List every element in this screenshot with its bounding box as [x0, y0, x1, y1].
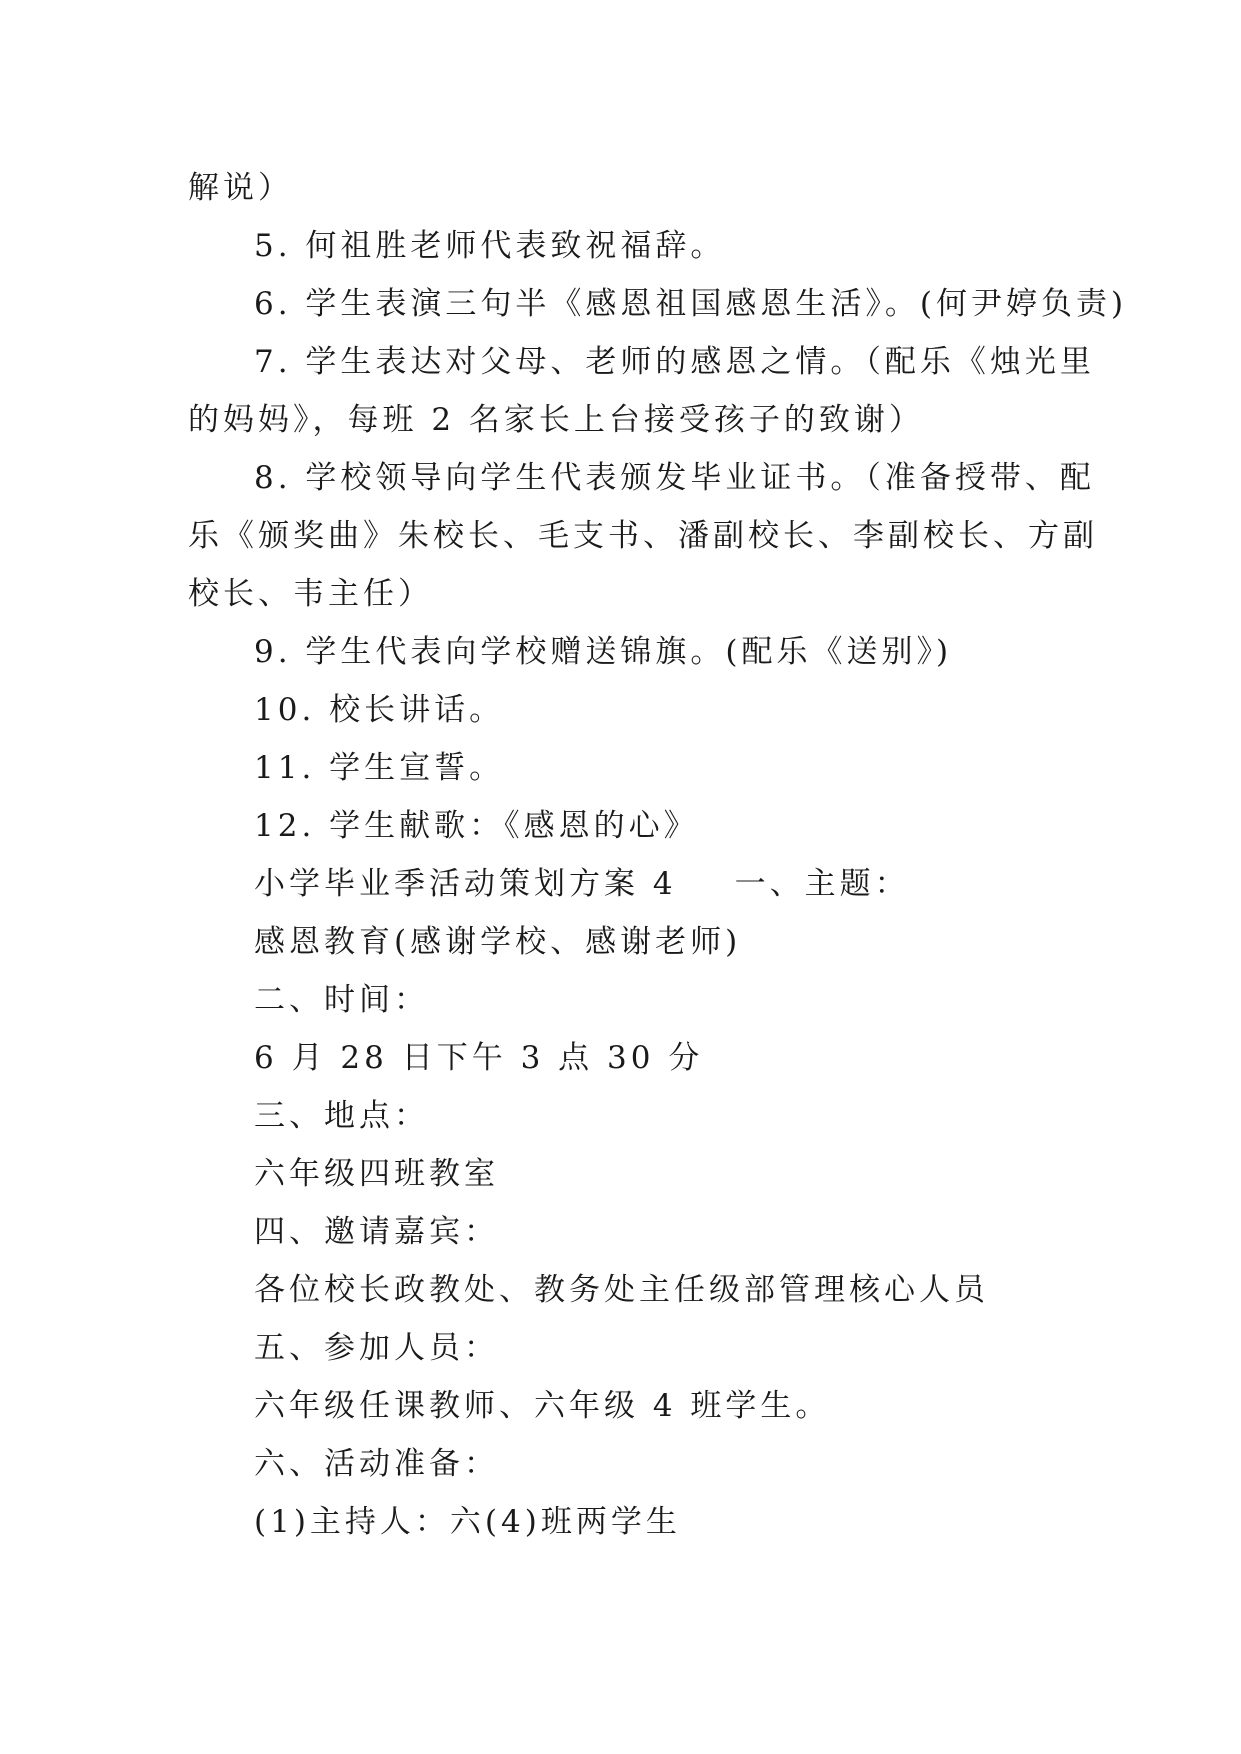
- text-line: 9. 学生代表向学校赠送锦旗。(配乐《送别》): [254, 634, 953, 670]
- text-line: 6 月 28 日下午 3 点 30 分: [254, 1040, 704, 1076]
- text-line: 六年级四班教室: [254, 1156, 499, 1192]
- section-title: 小学毕业季活动策划方案 4: [254, 866, 677, 902]
- text-line: 乐《颁奖曲》朱校长、毛支书、潘副校长、李副校长、方副: [188, 518, 1098, 554]
- subsection-heading: 一、主题：: [734, 866, 910, 902]
- subsection-heading: 五、参加人员：: [254, 1330, 499, 1366]
- text-line: (1)主持人：六(4)班两学生: [254, 1504, 681, 1540]
- text-line: 12. 学生献歌：《感恩的心》: [254, 808, 699, 844]
- text-line: 5. 何祖胜老师代表致祝福辞。: [254, 228, 726, 264]
- text-line: 6. 学生表演三句半《感恩祖国感恩生活》。(何尹婷负责): [254, 286, 1128, 322]
- text-line: 各位校长政教处、教务处主任级部管理核心人员: [254, 1272, 989, 1308]
- text-line: 解说）: [188, 170, 293, 206]
- subsection-heading: 二、时间：: [254, 982, 429, 1018]
- text-line: 的妈妈》，每班 2 名家长上台接受孩子的致谢）: [188, 402, 924, 438]
- text-line: 11. 学生宣誓。: [254, 750, 505, 786]
- text-line: 8. 学校领导向学生代表颁发毕业证书。（准备授带、配: [254, 460, 1095, 496]
- text-line: 10. 校长讲话。: [254, 692, 505, 728]
- subsection-heading: 六、活动准备：: [254, 1446, 499, 1482]
- text-line: 感恩教育(感谢学校、感谢老师): [254, 924, 742, 960]
- text-line: 7. 学生表达对父母、老师的感恩之情。（配乐《烛光里: [254, 344, 1095, 380]
- subsection-heading: 三、地点：: [254, 1098, 429, 1134]
- subsection-heading: 四、邀请嘉宾：: [254, 1214, 499, 1250]
- section-heading-line: [254, 864, 910, 904]
- text-line: 六年级任课教师、六年级 4 班学生。: [254, 1388, 831, 1424]
- text-line: 校长、韦主任）: [188, 576, 433, 612]
